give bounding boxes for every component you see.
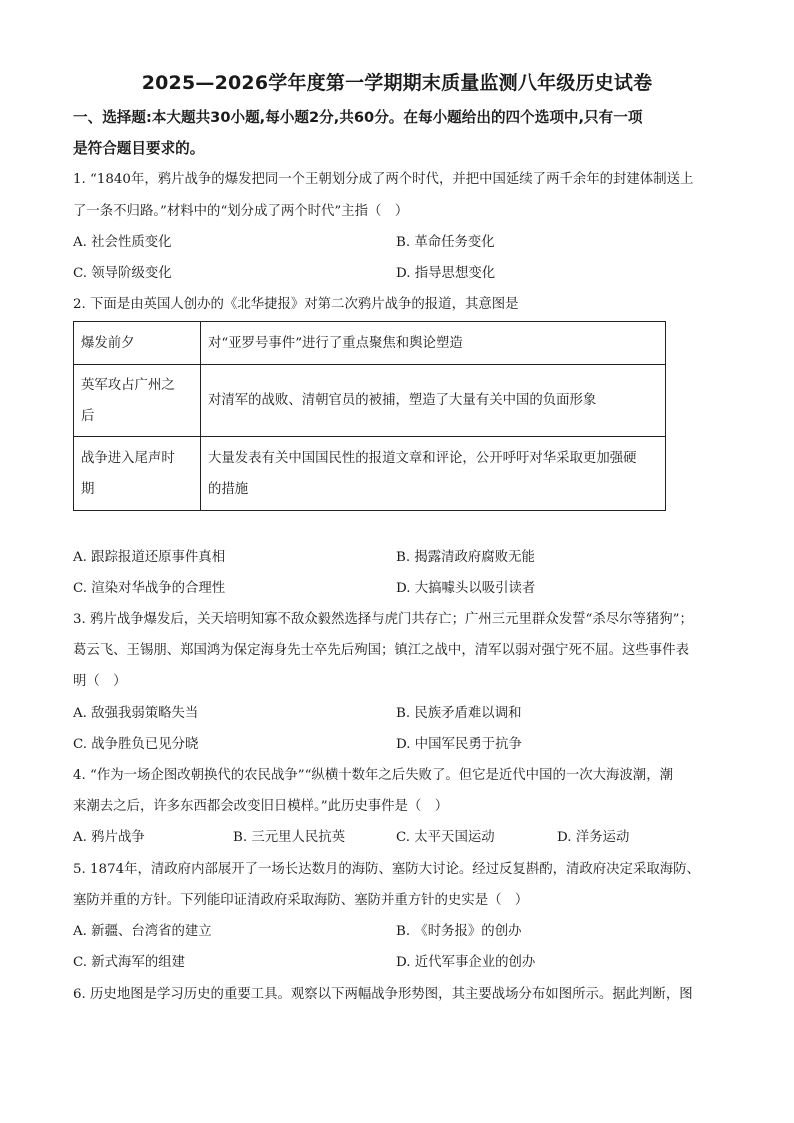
q1-option-b: B. 革命任务变化 <box>396 235 495 250</box>
section-header-line1: 一、选择题:本大题共30小题,每小题2分,共60分。在每小题给出的四个选项中,只有一项 <box>73 109 643 126</box>
q2-option-b: B. 揭露清政府腐败无能 <box>396 550 535 565</box>
q3-option-b: B. 民族矛盾难以调和 <box>396 706 522 721</box>
q2-stem: 2. 下面是由英国人创办的《北华捷报》对第二次鸦片战争的报道，其意图是 <box>73 297 519 312</box>
exam-title: 2025—2026学年度第一学期期末质量监测八年级历史试卷 <box>141 72 653 94</box>
q6-stem-line1: 6. 历史地图是学习历史的重要工具。观察以下两幅战争形势图，其主要战场分布如图所示。据此判断，图 <box>73 987 693 1002</box>
q5-stem-line2: 塞防并重的方针。下列能印证清政府采取海防、塞防并重方针的史实是（ ） <box>73 893 529 908</box>
q2-option-a: A. 跟踪报道还原事件真相 <box>73 550 226 565</box>
table-cell-content: 大量发表有关中国国民性的报道文章和评论，公开呼吁对华采取更加强硬 的措施 <box>201 437 666 511</box>
q2-option-c: C. 渲染对华战争的合理性 <box>73 581 226 596</box>
q4-stem-line1: 4. “作为一场企图改朝换代的农民战争”“纵横十数年之后失败了。但它是近代中国的一次大海波潮，潮 <box>73 768 673 783</box>
q4-option-b: B. 三元里人民抗英 <box>233 830 346 845</box>
q1-option-d: D. 指导思想变化 <box>396 266 496 281</box>
table-cell-stage: 英军攻占广州之 后 <box>74 365 201 437</box>
table-cell-stage: 战争进入尾声时 期 <box>74 437 201 511</box>
table-cell-content: 对“亚罗号事件”进行了重点聚焦和舆论塑造 <box>201 322 666 365</box>
q5-option-a: A. 新疆、台湾省的建立 <box>73 924 212 939</box>
q4-option-c: C. 太平天国运动 <box>396 830 495 845</box>
q4-stem-line2: 来潮去之后，许多东西都会改变旧日模样。”此历史事件是（ ） <box>73 799 449 814</box>
q3-stem-line2: 葛云飞、王锡朋、郑国鸿为保定海身先士卒先后殉国；镇江之战中，清军以弱对强宁死不屈。这些事件表 <box>73 643 689 658</box>
q4-option-d: D. 洋务运动 <box>557 830 630 845</box>
table-cell-content: 对清军的战败、清朝官员的被捕，塑造了大量有关中国的负面形象 <box>201 365 666 437</box>
q3-option-c: C. 战争胜负已见分晓 <box>73 737 199 752</box>
q3-stem-line3: 明（ ） <box>73 674 127 689</box>
q5-option-c: C. 新式海军的组建 <box>73 955 186 970</box>
table-cell-stage: 爆发前夕 <box>74 322 201 365</box>
q5-option-d: D. 近代军事企业的创办 <box>396 955 536 970</box>
q3-stem-line1: 3. 鸦片战争爆发后，关天培明知寡不敌众毅然选择与虎门共存亡；广州三元里群众发誓“杀尽尔等猪狗”； <box>73 612 693 627</box>
table-row <box>74 437 666 511</box>
q3-option-d: D. 中国军民勇于抗争 <box>396 737 522 752</box>
q1-option-c: C. 领导阶级变化 <box>73 266 172 281</box>
q4-option-a: A. 鸦片战争 <box>73 830 145 845</box>
table-row <box>74 322 666 365</box>
q2-report-table <box>73 321 666 511</box>
q1-stem-line2: 了一条不归路。”材料中的“划分成了两个时代”主指（ ） <box>73 204 409 219</box>
q1-stem-line1: 1. “1840年，鸦片战争的爆发把同一个王朝划分成了两个时代，并把中国延续了两千余年的封建体制送上 <box>73 172 694 187</box>
q5-option-b: B. 《时务报》的创办 <box>396 924 522 939</box>
q1-option-a: A. 社会性质变化 <box>73 235 172 250</box>
q2-option-d: D. 大搞噱头以吸引读者 <box>396 581 536 596</box>
section-header-line2: 是符合题目要求的。 <box>73 140 205 157</box>
table-row <box>74 365 666 437</box>
q3-option-a: A. 敌强我弱策略失当 <box>73 706 199 721</box>
q5-stem-line1: 5. 1874年，清政府内部展开了一场长达数月的海防、塞防大讨论。经过反复斟酌，清政府决定采取海防、 <box>73 862 700 877</box>
